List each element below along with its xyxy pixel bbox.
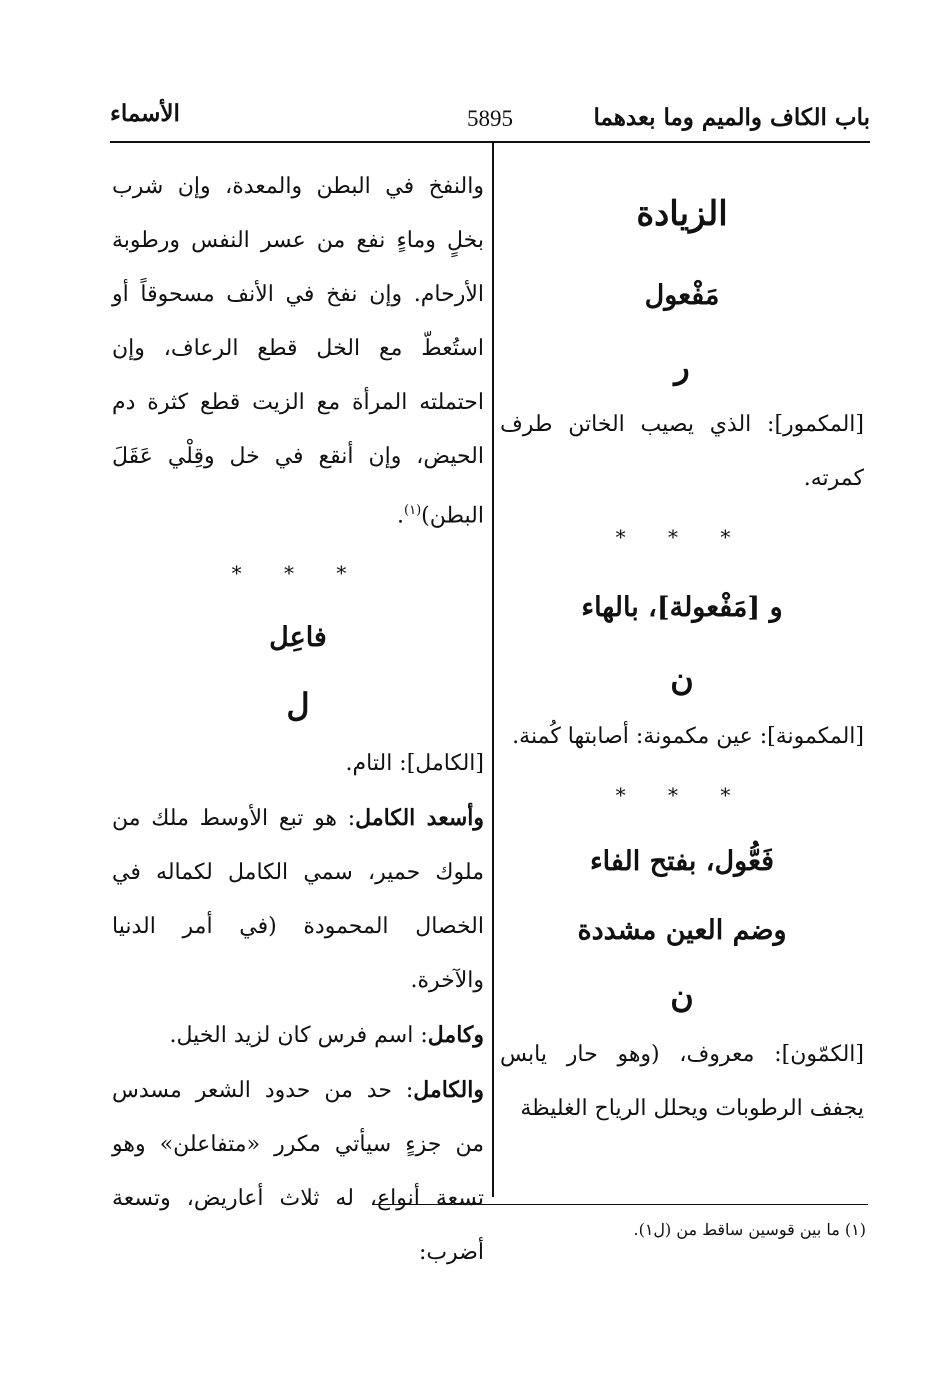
heading-pattern-faool-line1: فَعُّول، بفتح الفاء [589, 846, 775, 877]
letter-heading-noon: ن [670, 660, 694, 698]
letter-heading-lam: ل [286, 686, 310, 725]
left-column [112, 160, 484, 1280]
footnote: (١) ما بين قوسين ساقط من (ل١). [633, 1220, 866, 1239]
entry-term: والكامل [413, 1077, 484, 1104]
chapter-title: باب الكاف والميم وما بعدهما [593, 104, 870, 131]
letter-heading-ra: ر [674, 348, 690, 386]
section-separator: * * * [615, 783, 749, 807]
footnote-mark: (١) [404, 503, 422, 518]
heading-main: الزيادة [636, 194, 728, 234]
entry-alkammoun: [الكمّون]: معروف، (وهو حار يابس يجفف الرطوبات ويحلل الرياح الغليظة [500, 1042, 864, 1121]
section-title: الأسماء [110, 100, 180, 127]
entry-term: وأسعد الكامل [355, 805, 484, 832]
entry-text: : هو تبع الأوسط ملك من ملوك حمير، سمي الكامل لكماله في الخصال المحمودة (في أمر الدنيا والآخرة. [112, 806, 484, 994]
continuation-text: والنفخ في البطن والمعدة، وإن شرب بخلٍ وماءٍ نفع من عسر النفس ورطوبة الأرحام. وإن نفخ في الأنف مسحوقاً أو استُعطّ مع الخل قطع الرعاف، وإن احتملته المرأة مع الزيت قطع كثرة دم الحيض، وإن أنقع في خل وقِلْي عَقَلَ البطن) [112, 174, 484, 529]
page-number: 5895 [467, 106, 513, 131]
heading-pattern-faail: فاعِل [269, 622, 327, 654]
entry-almakmouna: [المكمونة]: عين مكمونة: أصابتها كُمنة. [512, 724, 864, 749]
entry-asad-alkamil [112, 791, 484, 1008]
section-separator: * * * [615, 525, 749, 549]
heading-pattern-mafoola: و [مَفْعولة]، بالهاء [581, 592, 783, 623]
entry-kamil-horse [112, 1008, 484, 1063]
entry-alkamil-meter [112, 1063, 484, 1280]
heading-pattern-mafool: مَفْعول [644, 280, 720, 311]
continuation-paragraph: والنفخ في البطن والمعدة، وإن شرب بخلٍ وماءٍ نفع من عسر النفس ورطوبة الأرحام. وإن نفخ في الأنف مسحوقاً أو استُعطّ مع الخل قطع الرعاف، وإن احتملته المرأة مع الزيت قطع كثرة دم الحيض، وإن أنقع في خل وقِلْي عَقَلَ البطن)$^{(١)}$. [112, 174, 484, 529]
entry-text: : اسم فرس كان لزيد الخيل. [169, 1023, 428, 1049]
entry-alkamil: [الكامل]: التام. [345, 751, 484, 777]
page-header [110, 100, 870, 146]
right-column [500, 160, 864, 1136]
letter-heading-noon: ن [670, 977, 694, 1015]
heading-pattern-faool-line2: وضم العين مشددة [577, 915, 787, 946]
entry-term: وكامل [427, 1022, 484, 1049]
header-divider [110, 141, 870, 143]
column-divider [492, 143, 494, 1197]
entry-text: : حد من حدود الشعر مسدس من جزءٍ سيأتي مكرر «متفاعلن» وهو تسعة أنواع، له ثلاث أعاريض، وتسعة أضرب: [112, 1078, 484, 1266]
section-separator: * * * [231, 561, 365, 586]
footnote-divider [372, 1204, 868, 1205]
entry-almakmour: [المكمور]: الذي يصيب الخاتن طرف كمرته. [500, 412, 864, 491]
